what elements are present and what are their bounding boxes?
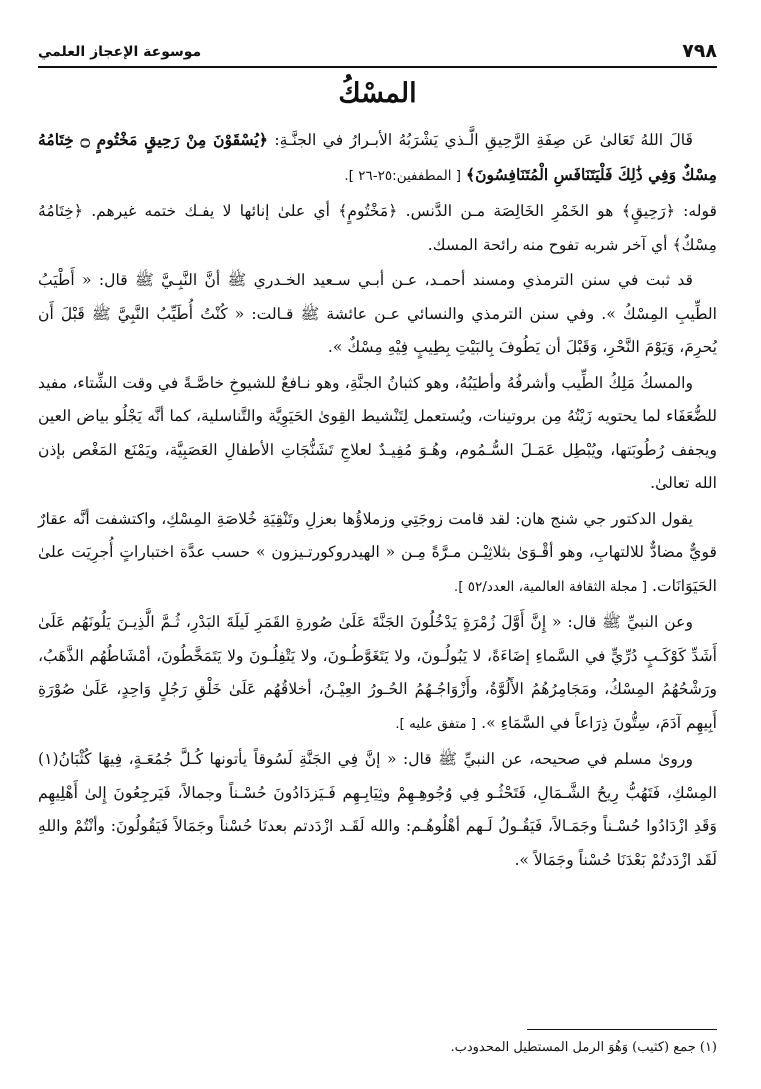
hadith-reference: [ متفق عليه ].: [395, 715, 477, 732]
page-header: [38, 0, 717, 68]
section-title: المسْكُ: [338, 78, 417, 109]
paragraph-scientific-study: [38, 503, 717, 605]
footnote-separator: [527, 1029, 717, 1030]
paragraph-hadith-paradise-text: وعن النبيِّ ﷺ قال: « إِنَّ أَوَّلَ زُمْرَةٍ يَدْخُلُونَ الجَنَّةَ عَلَىٰ صُورةِ القَمَرِ لَيلَةَ البَدْرِ، ثُـمَّ الَّذِيـنَ يَلُونَهُم عَلَىٰ أَشَدِّ كَوْكَـبٍ دُرِّيٍّ في السَّماءِ إضَاءَةً، لا يَبُولُـونَ، ولا يَتَغَوَّطُـونَ، ولا يَتْفِلُـونَ ولا يَتَمَخَّطُونَ، أمْشَاطُهُم الذَّهَبُ، ورَشْحُهُمُ المِسْكُ، ومَجَامِرُهُمُ الأَلُوَّةُ، وأَزْوَاجُـهُمُ الحُـورُ العِيْـنُ، أخلاقُهُم عَلَىٰ خَلْقِ رَجُلٍ وَاحِدٍ، عَلَىٰ صُوْرَةِ أَبِيهِم آدَمَ، سِتُّونَ ذِرَاعاً في السَّمَاءِ ».: [38, 613, 717, 732]
paragraph-musk-benefits: والمسكُ مَلِكُ الطِّيب وأشرفُهُ وأطيَبُهُ، وهو كثبانُ الجنَّةِ، وهو نـافعٌ للشيوخِ خاصَّـةً في وقت الشِّتاء، مفيد للضُّعَفَاء لما يحتويه زَيْتُهُ مِن بروتينات، ويُستعمل لِتَنْشيط القِوىٰ الحَيَوِيَّة والتَّناسلية، كما أنَّه يَجْلُو بياض العين ويجفف رُطُوبَتها، ويُبْطِل عَمَـلَ السُّـمُوم، وهُـوَ مُفِيـدٌ لعلاجِ تَشَنُّجَاتِ الأطفالِ العَصَبِيَّة، ويَمْنَع المَغْص بإذن الله تعالىٰ.: [38, 373, 717, 492]
paragraph-intro-lead: قَالَ اللهُ تَعَالىٰ عَن صِفَةِ الرَّحِيقِ الَّـذي يَشْرَبُهُ الأبـرارُ في الجنَّـةِ:: [274, 131, 693, 149]
quran-verse: ﴿يُسْقَوْنَ مِنْ رَحِيقٍ مَخْتُومٍ ۝ خِتَامُهُ مِسْكٌ وَفِي ذَٰلِكَ فَلْيَتَنَافَسِ الْمُتَنَافِسُونَ﴾: [38, 130, 717, 184]
verse-reference: [ المطففين:٢٥-٢٦ ].: [344, 167, 461, 184]
paragraph-scientific-study-text: يقول الدكتور جي شنج هان: لقد قامت زوجَتِي وزملاؤُها بعزلِ وتَنْقِيَةِ خُلاصَةِ المِسْكِ، واكتشفت أنَّه عقارٌ قويٌّ مضادٌّ للالتهابِ، وهو أقْـوَىٰ بثلاثِيْـن مـرَّةً مِـن « الهيدروكورتـيزون » حسب عدَّة اختباراتٍ أُجرِيَت علىٰ الحَيَوَانَات.: [38, 509, 717, 595]
magazine-reference: [ مجلة الثقافة العالمية، العدد/٥٢ ].: [453, 578, 648, 595]
paragraph-intro: [38, 123, 717, 193]
paragraph-hadith-tirmidhi: قد ثبت في سنن الترمذي ومسند أحمـد، عـن أبـي سـعيد الخـدري ﷺ أنَّ النَّبِـيَّ ﷺ قال: « أَطْيَبُ الطِّيبِ المِسْكُ ». وفي سنن الترمذي والنسائي عـن عائشة ﷺ قـالت: « كُنْتُ أُطَيِّبُ النَّبِيَّ ﷺ قَبْلَ أَن يُحرِمَ، وَيَوْمَ النَّحْرِ، وَقَبْلَ أن يَطُوفَ بِالبَيْتِ بِطِيبٍ فِيْهِ مِسْكٌ ».: [38, 271, 717, 356]
footnote: (١) جمع (كثيب) وَهُوَ الرمل المستطيل المحدودب.: [450, 1040, 717, 1055]
paragraph-hadith-muslim: ورویٰ مسلم في صحيحه، عن النبيِّ ﷺ قال: « إنَّ فِي الجَنَّةِ لَسُوقاً يأتونها كُـلَّ جُمُعَـةٍ، فِيهَا كُثْبَانُ(١) المِسْكِ، فَتَهُبُّ رِيحُ الشَّـمَالِ، فَتَحْثُـو فِي وُجُوهِـهِمْ وثِيَابِـهِم فَـيَزدَادُونَ حُسْـناً وجمالاً، فَيَرجِعُونَ إِلىٰ أَهْلِيهِم وَقَدِ ازْدَادُوا حُسْـناً وجَمَـالاً، فَيَقُـولُ لَـهم أهْلُوهُـم: والله لَقَـد ازْدَدتم بعدنَا حُسْناً وجَمَالاً فَيَقُولُونَ: وأنْتُمْ واللهِ لَقَد ازْدَدتُمْ بَعْدَنَا حُسْناً وجَمَالاً ».: [38, 750, 717, 869]
paragraph-hadith-paradise: [38, 606, 717, 741]
book-title: موسوعة الإعجاز العلمي: [38, 44, 202, 60]
paragraph-explanation: قوله: ﴿رَحِيقٍ﴾ هو الخَمْرِ الخَالِصَة مـن الدَّنس. ﴿مَخْتُومٍ﴾ أي علىٰ إنائها لا يفـك ختمه غيرهم. ﴿خِتَامُهُ مِسْكٌ﴾ أي آخر شربه تفوح منه رائحة المسك.: [38, 202, 717, 254]
page-number: ٧٩٨: [682, 40, 717, 62]
